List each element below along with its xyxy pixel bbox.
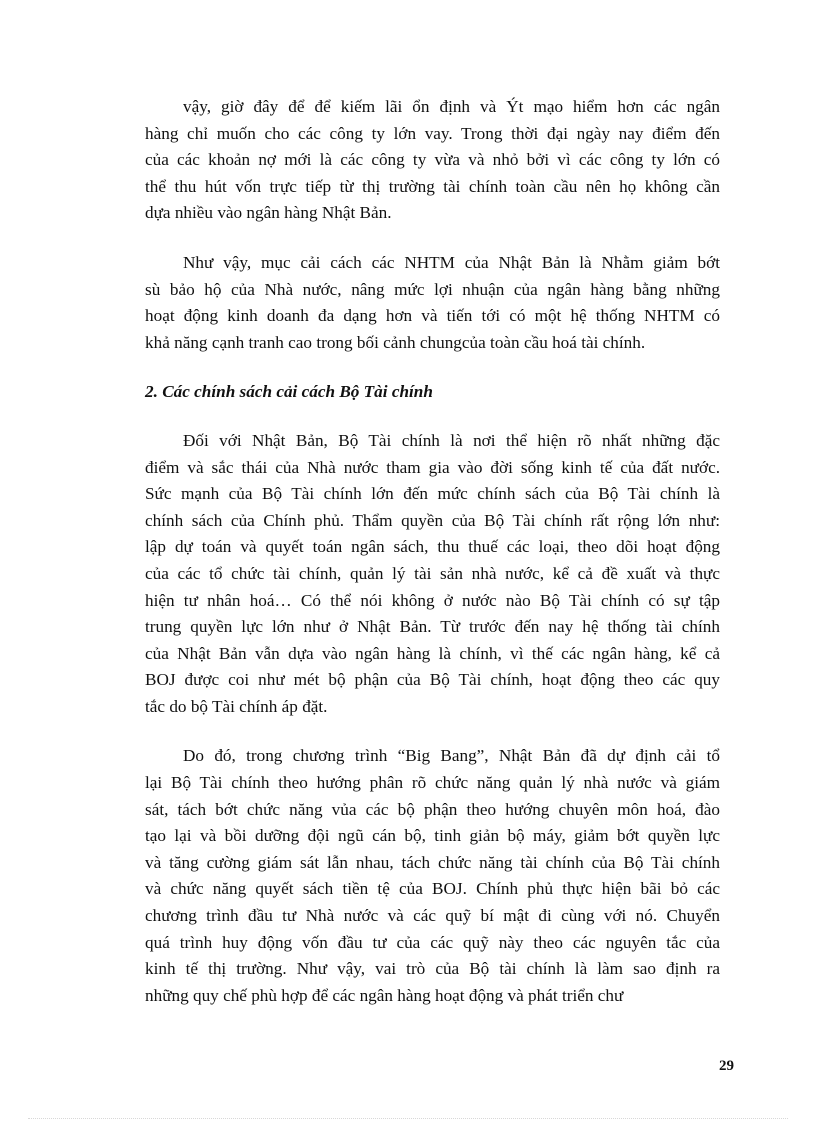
text-line: của các khoản nợ mới là các công ty vừa và nhỏ bởi vì các công ty lớn có xyxy=(145,150,720,170)
section-heading: 2. Các chính sách cải cách Bộ Tài chính xyxy=(145,382,433,402)
text-line: hoạt động kinh doanh đa dạng hơn và tiến tới có một hệ thống NHTM có xyxy=(145,306,720,326)
text-line: Do đó, trong chương trình “Big Bang”, Nhật Bản đã dự định cải tổ xyxy=(183,746,720,766)
text-line: của các tổ chức tài chính, quản lý tài sản nhà nước, kể cả đề xuất và thực xyxy=(145,563,720,583)
paragraph-3 xyxy=(145,428,720,721)
text-line: điểm và sắc thái của Nhà nước tham gia vào đời sống kinh tế của đất nước. xyxy=(145,457,720,477)
text-line: trung quyền lực lớn như ở Nhật Bản. Từ trước đến nay hệ thống tài chính xyxy=(145,617,720,637)
text-line: dựa nhiều vào ngân hàng Nhật Bản. xyxy=(145,203,392,223)
text-line: sù bảo hộ của Nhà nước, nâng mức lợi nhuận của ngân hàng bằng những xyxy=(145,279,720,299)
text-line: Đối với Nhật Bản, Bộ Tài chính là nơi thể hiện rõ nhất những đặc xyxy=(183,430,720,450)
text-line: những quy chế phù hợp để các ngân hàng hoạt động và phát triển chư xyxy=(145,985,624,1005)
text-line: lập dự toán và quyết toán ngân sách, thu thuế các loại, theo dõi hoạt động xyxy=(145,537,720,557)
text-line: BOJ được coi như mét bộ phận của Bộ Tài chính, hoạt động theo các quy xyxy=(145,670,720,690)
body-text xyxy=(145,94,720,1032)
text-line: hiện tư nhân hoá… Có thể nói không ở nước nào Bộ Tài chính có sự tập xyxy=(145,590,720,610)
text-line: Như vậy, mục cải cách các NHTM của Nhật Bản là Nhằm giảm bớt xyxy=(183,252,720,272)
text-line: hàng chỉ muốn cho các công ty lớn vay. Trong thời đại ngày nay điểm đến xyxy=(145,123,720,143)
text-line: sát, tách bớt chức năng vủa các bộ phận theo hướng chuyên môn hoá, đào xyxy=(145,799,720,819)
text-line: kinh tế thị trường. Như vậy, vai trò của Bộ tài chính là làm sao định ra xyxy=(145,959,720,979)
text-line: thể thu hút vốn trực tiếp từ thị trường tài chính toàn cầu nên họ không cần xyxy=(145,176,720,196)
text-line: và tăng cường giám sát lẫn nhau, tách chức năng tài chính của Bộ Tài chính xyxy=(145,852,720,872)
page-number: 29 xyxy=(719,1058,734,1074)
text-line: lại Bộ Tài chính theo hướng phân rõ chức năng quản lý nhà nước và giám xyxy=(145,773,720,793)
paragraph-1 xyxy=(145,94,720,227)
text-line: khả năng cạnh tranh cao trong bối cảnh chungcủa toàn cầu hoá tài chính. xyxy=(145,332,646,352)
text-line: và chức năng quyết sách tiền tệ của BOJ. Chính phủ thực hiện bãi bỏ các xyxy=(145,879,720,899)
text-line: tắc do bộ Tài chính áp đặt. xyxy=(145,696,328,716)
paragraph-4 xyxy=(145,743,720,1009)
text-line: chương trình đầu tư Nhà nước và các quỹ bí mật đi cùng với nó. Chuyển xyxy=(145,906,720,926)
text-line: quá trình huy động vốn đầu tư của các quỹ này theo các nguyên tắc của xyxy=(145,932,720,952)
text-line: của Nhật Bản vẫn dựa vào ngân hàng là chính, vì thế các ngân hàng, kể cả xyxy=(145,643,720,663)
page-bottom-divider xyxy=(28,1118,788,1119)
text-line: Sức mạnh của Bộ Tài chính lớn đến mức chính sách của Bộ Tài chính là xyxy=(145,484,720,504)
text-line: vậy, giờ đây để để kiếm lãi ổn định và Ýt mạo hiểm hơn các ngân xyxy=(183,97,720,116)
paragraph-2 xyxy=(145,250,720,356)
text-line: chính sách của Chính phủ. Thẩm quyền của Bộ Tài chính rất rộng lớn như: xyxy=(145,510,720,530)
text-line: tạo lại và bồi dưỡng đội ngũ cán bộ, tinh giản bộ máy, giảm bớt quyền lực xyxy=(145,826,720,846)
